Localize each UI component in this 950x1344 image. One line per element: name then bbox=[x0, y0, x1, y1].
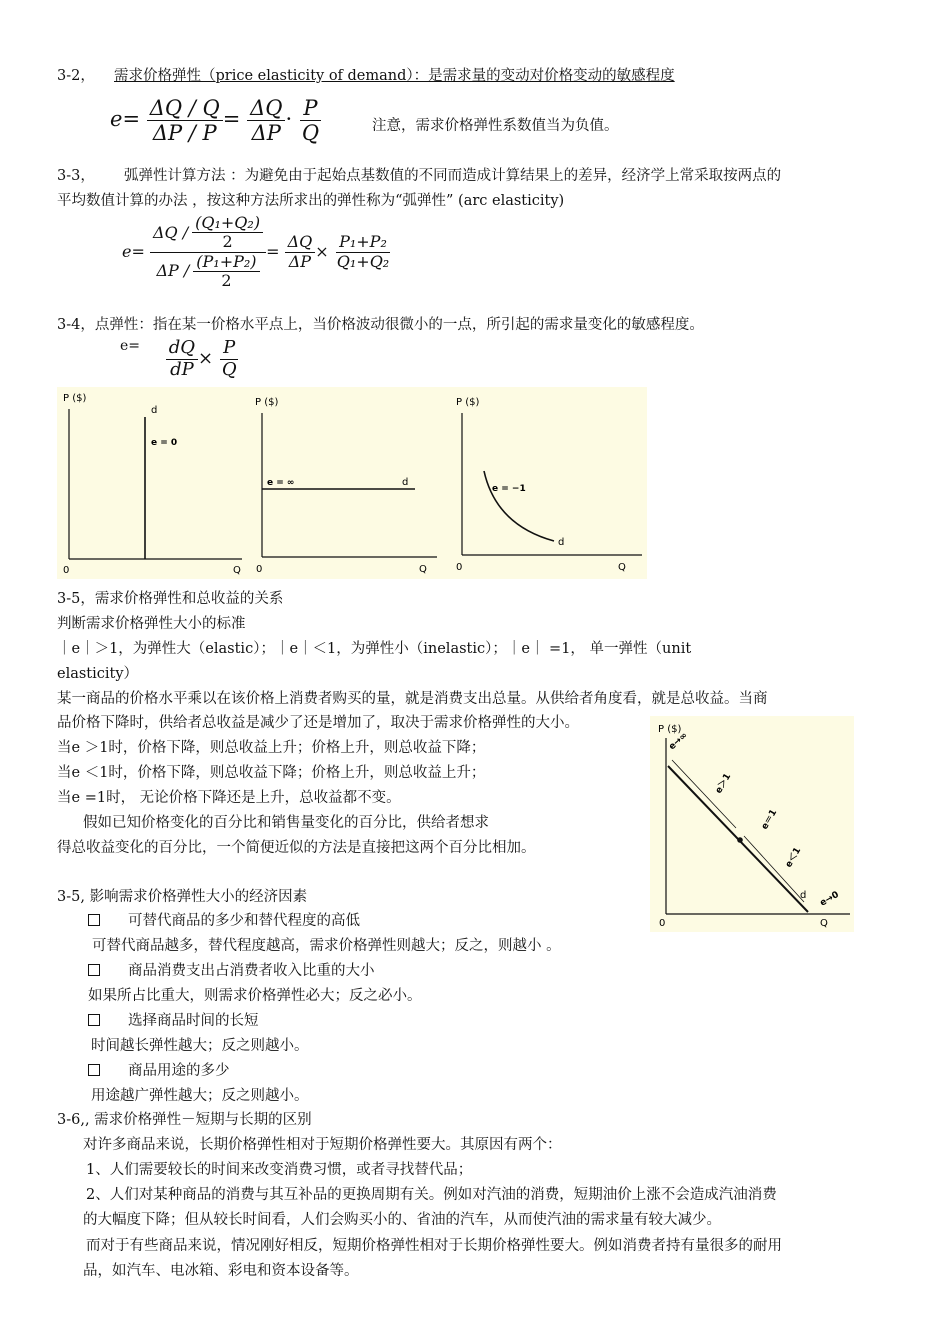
x-axis-label: Q bbox=[618, 562, 626, 573]
factor-item-1: 可替代商品的多少和替代程度的高低 bbox=[88, 911, 360, 931]
sec35-criteria-1: ｜e｜＞1，为弹性大（elastic）；｜e｜＜1，为弹性小（inelastic）；｜e｜ =1， 单一弹性（unit bbox=[57, 641, 692, 657]
formula-point-elasticity: $^{e=}$ $\frac{dQ}{dP}$ × $\frac{P}{Q}$ bbox=[120, 337, 237, 380]
sec36-reason-2a: 2、人们对某种商品的消费与其互补品的更换周期有关。例如对汽油的消费，短期油价上涨不会造成汽油消费 bbox=[86, 1187, 777, 1203]
sec35-case-2: 当e ＜1时，价格下降，则总收益下降；价格上升，则总收益上升； bbox=[57, 765, 486, 781]
sec35-para-2: 品价格下降时，供给者总收益是减少了还是增加了，取决于需求价格弹性的大小。 bbox=[57, 715, 579, 731]
label-e-less-1: e＜1 bbox=[783, 845, 804, 870]
bullet-box-icon bbox=[88, 1064, 100, 1076]
sec35b-heading: 3-5, 影响需求价格弹性大小的经济因素 bbox=[57, 889, 308, 905]
elasticity-label: e = −1 bbox=[492, 484, 526, 494]
curve-label: d bbox=[151, 405, 158, 416]
sec36-reason-2b: 的大幅度下降；但从较长时间看，人们会购买小的、省油的汽车，从而使汽油的需求量有较大减少。 bbox=[83, 1212, 721, 1228]
sec32-title: 需求价格弹性（price elasticity of demand）：是需求量的变动对价格变动的敏感程度 bbox=[114, 68, 675, 84]
sec36-intro: 对许多商品来说，长期价格弹性相对于短期价格弹性要大。其原因有两个： bbox=[83, 1137, 562, 1153]
curve-label: d bbox=[402, 477, 409, 488]
origin-label: 0 bbox=[256, 564, 263, 575]
sec36-reason-1: 1、人们需要较长的时间来改变消费习惯，或者寻找替代品； bbox=[86, 1162, 473, 1178]
curve-label: d bbox=[800, 890, 807, 901]
factor-item-4: 商品用途的多少 bbox=[88, 1061, 230, 1081]
sec35-case-1: 当e ＞1时，价格下降，则总收益上升；价格上升，则总收益下降； bbox=[57, 740, 486, 756]
chart-linear-demand bbox=[650, 716, 854, 932]
sec33-text-2: 平均数值计算的办法 ，按这种方法所求出的弹性称为“弧弹性” (arc elasticity) bbox=[57, 193, 565, 209]
formula-price-elasticity: e= $\frac{\Delta Q / Q}{\Delta P / P}$ = $\frac{\Delta Q}{\Delta P}$ · $\frac{P}{Q}$ bbox=[110, 96, 320, 146]
sec36-heading: 3-6,, 需求价格弹性－短期与长期的区别 bbox=[57, 1112, 312, 1128]
x-axis-label: Q bbox=[419, 564, 427, 575]
elasticity-label: e = ∞ bbox=[267, 478, 295, 488]
y-axis-label: P ($) bbox=[63, 393, 87, 404]
sec35-heading: 3-5，需求价格弹性和总收益的关系 bbox=[57, 591, 284, 607]
bullet-box-icon bbox=[88, 964, 100, 976]
factor-item-3: 选择商品时间的长短 bbox=[88, 1011, 259, 1031]
bullet-box-icon bbox=[88, 1014, 100, 1026]
elasticity-label: e = 0 bbox=[151, 438, 178, 448]
label-e-equal-1: e＝1 bbox=[759, 807, 780, 832]
x-axis-label: Q bbox=[233, 565, 241, 576]
chart-perfectly-elastic bbox=[247, 387, 444, 579]
factor-desc-3: 时间越长弹性越大；反之则越小。 bbox=[91, 1038, 309, 1054]
origin-label: 0 bbox=[456, 562, 463, 573]
sec32-label: 3-2， bbox=[57, 68, 95, 84]
sec35-standard: 判断需求价格弹性大小的标准 bbox=[57, 616, 246, 632]
demand-curve bbox=[484, 471, 554, 541]
sec36-reason-3b: 品，如汽车、电冰箱、彩电和资本设备等。 bbox=[83, 1263, 359, 1279]
label-e-infinity: e→∞ bbox=[667, 730, 690, 753]
chart-unit-elastic bbox=[444, 387, 647, 579]
label-e-zero: e→0 bbox=[818, 889, 841, 909]
midpoint-marker bbox=[737, 837, 743, 843]
factor-desc-1: 可替代商品越多，替代程度越高，需求价格弹性则越大；反之，则越小 。 bbox=[92, 938, 561, 954]
formula-arc-elasticity: e= ΔQ / $\frac{\text{(Q₁+Q₂)}}{2}$ ΔP / $\frac{\text{(P₁+P₂)}}{2}$ = $\frac{\Delta Q}{\Delta P}$ × $\frac{\text{P₁+P₂}}{\text{Q₁+Q₂}}$ bbox=[122, 213, 390, 291]
sec35-para-3a: 假如已知价格变化的百分比和销售量变化的百分比，供给者想求 bbox=[83, 815, 489, 831]
sec33-text-1: 弧弹性计算方法 ：为避免由于起始点基数值的不同而造成计算结果上的差异，经济学上常采取按两点的 bbox=[124, 168, 782, 184]
sec35-case-3: 当e =1时， 无论价格下降还是上升，总收益都不变。 bbox=[57, 790, 401, 806]
y-axis-label: P ($) bbox=[456, 397, 480, 408]
sec35-para-3b: 得总收益变化的百分比，一个简便近似的方法是直接把这两个百分比相加。 bbox=[57, 840, 536, 856]
factor-desc-2: 如果所占比重大，则需求价格弹性必大；反之必小。 bbox=[88, 988, 422, 1004]
curve-label: d bbox=[558, 537, 565, 548]
sec35-criteria-2: elasticity） bbox=[57, 666, 139, 682]
factor-item-2: 商品消费支出占消费者收入比重的大小 bbox=[88, 961, 375, 981]
sec35-para-1: 某一商品的价格水平乘以在该价格上消费者购买的量，就是消费支出总量。从供给者角度看，就是总收益。当商 bbox=[57, 691, 768, 707]
origin-label: 0 bbox=[659, 918, 666, 929]
chart-perfectly-inelastic bbox=[57, 387, 247, 579]
origin-label: 0 bbox=[63, 565, 70, 576]
y-axis-label: P ($) bbox=[255, 397, 279, 408]
sec36-reason-3a: 而对于有些商品来说，情况刚好相反，短期价格弹性相对于长期价格弹性要大。例如消费者持有量很多的耐用 bbox=[86, 1238, 782, 1254]
sec33-label: 3-3， bbox=[57, 168, 95, 184]
x-axis-label: Q bbox=[820, 918, 828, 929]
sec34-text: 3-4，点弹性：指在某一价格水平点上，当价格波动很微小的一点，所引起的需求量变化的敏感程度。 bbox=[57, 317, 704, 333]
y-axis-label: P ($) bbox=[658, 724, 682, 735]
factor-desc-4: 用途越广弹性越大；反之则越小。 bbox=[91, 1088, 309, 1104]
bullet-box-icon bbox=[88, 914, 100, 926]
label-e-greater-1: e＞1 bbox=[713, 771, 734, 796]
sec32-note: 注意，需求价格弹性系数值当为负值。 bbox=[372, 118, 619, 134]
